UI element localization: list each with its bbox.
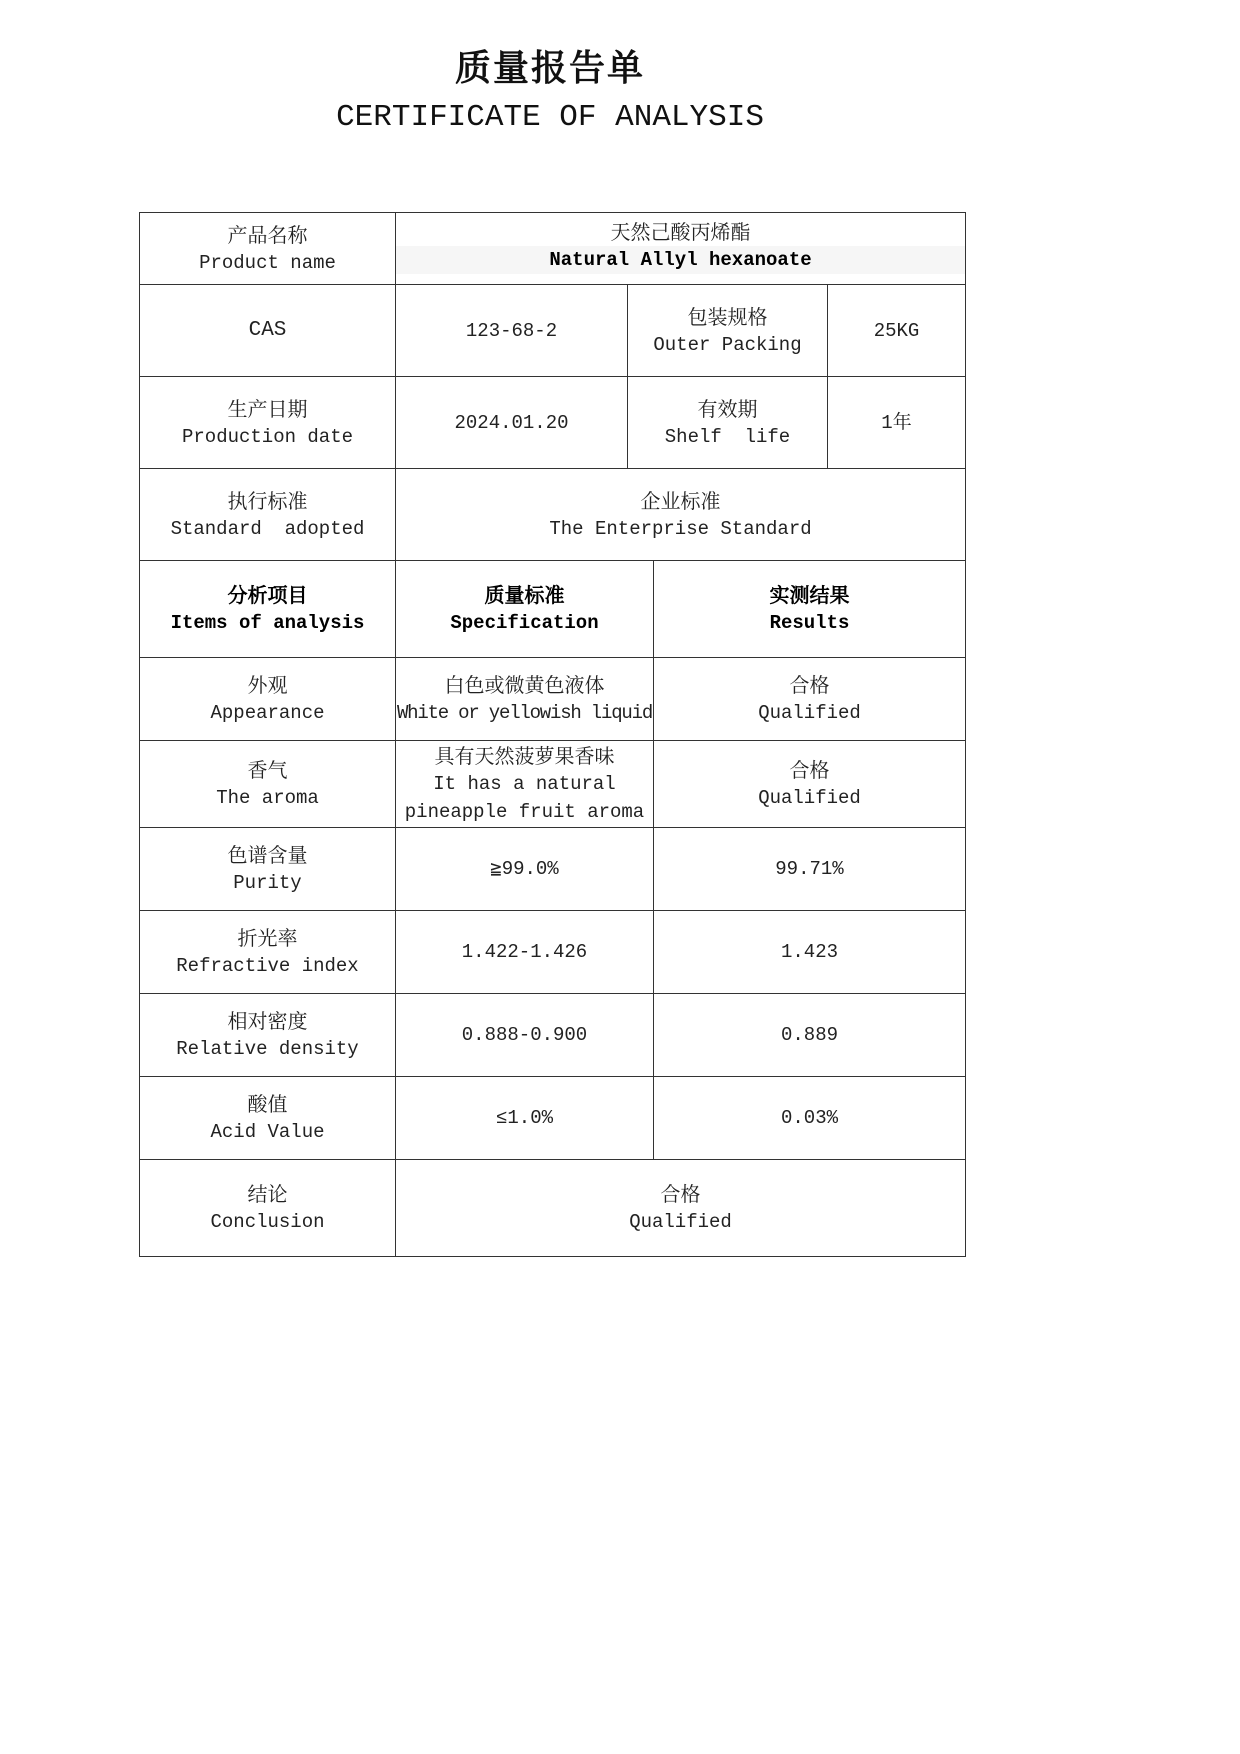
- result-aroma: 合格 Qualified: [654, 741, 966, 828]
- product-name-label: 产品名称 Product name: [140, 213, 396, 285]
- packing-value: 25KG: [828, 285, 966, 377]
- item-refractive-index: 折光率 Refractive index: [140, 911, 396, 994]
- item-purity: 色谱含量 Purity: [140, 828, 396, 911]
- item-aroma: 香气 The aroma: [140, 741, 396, 828]
- item-appearance: 外观 Appearance: [140, 658, 396, 741]
- cas-label: CAS: [140, 285, 396, 377]
- row-product-name: [140, 213, 966, 285]
- result-appearance: 合格 Qualified: [654, 658, 966, 741]
- result-refractive-index: 1.423: [654, 911, 966, 994]
- conclusion-row: [140, 1160, 966, 1257]
- row-cas-packing: [140, 285, 966, 377]
- product-name-value: 天然己酸丙烯酯 Natural Allyl hexanoate: [396, 213, 966, 285]
- shelf-life-value: 1年: [828, 377, 966, 469]
- standard-label: 执行标准 Standard adopted: [140, 469, 396, 561]
- certificate-table: [139, 212, 966, 1257]
- spec-purity: ≧99.0%: [396, 828, 654, 911]
- analysis-header-row: [140, 561, 966, 658]
- page-title-en: CERTIFICATE OF ANALYSIS: [336, 100, 764, 135]
- result-relative-density: 0.889: [654, 994, 966, 1077]
- spec-acid-value: ≤1.0%: [396, 1077, 654, 1160]
- row-standard: [140, 469, 966, 561]
- production-date-value: 2024.01.20: [396, 377, 628, 469]
- spec-appearance: 白色或微黄色液体 White or yellowish liquid: [396, 658, 654, 741]
- production-date-label: 生产日期 Production date: [140, 377, 396, 469]
- spec-refractive-index: 1.422-1.426: [396, 911, 654, 994]
- table-row: [140, 828, 966, 911]
- table-row: [140, 1077, 966, 1160]
- row-date-shelf: [140, 377, 966, 469]
- conclusion-value: 合格 Qualified: [396, 1160, 966, 1257]
- result-purity: 99.71%: [654, 828, 966, 911]
- page-title-cn: 质量报告单: [454, 48, 645, 89]
- table-row: [140, 741, 966, 828]
- table-row: [140, 994, 966, 1077]
- spec-relative-density: 0.888-0.900: [396, 994, 654, 1077]
- shelf-life-label: 有效期 Shelf life: [628, 377, 828, 469]
- header-results: 实测结果 Results: [654, 561, 966, 658]
- standard-value: 企业标准 The Enterprise Standard: [396, 469, 966, 561]
- table-row: [140, 658, 966, 741]
- packing-label: 包装规格 Outer Packing: [628, 285, 828, 377]
- table-row: [140, 911, 966, 994]
- header-specification: 质量标准 Specification: [396, 561, 654, 658]
- result-acid-value: 0.03%: [654, 1077, 966, 1160]
- cas-value: 123-68-2: [396, 285, 628, 377]
- item-relative-density: 相对密度 Relative density: [140, 994, 396, 1077]
- spec-aroma: 具有天然菠萝果香味 It has a natural pineapple fruit aroma: [396, 741, 654, 828]
- item-acid-value: 酸值 Acid Value: [140, 1077, 396, 1160]
- header-items: 分析项目 Items of analysis: [140, 561, 396, 658]
- conclusion-label: 结论 Conclusion: [140, 1160, 396, 1257]
